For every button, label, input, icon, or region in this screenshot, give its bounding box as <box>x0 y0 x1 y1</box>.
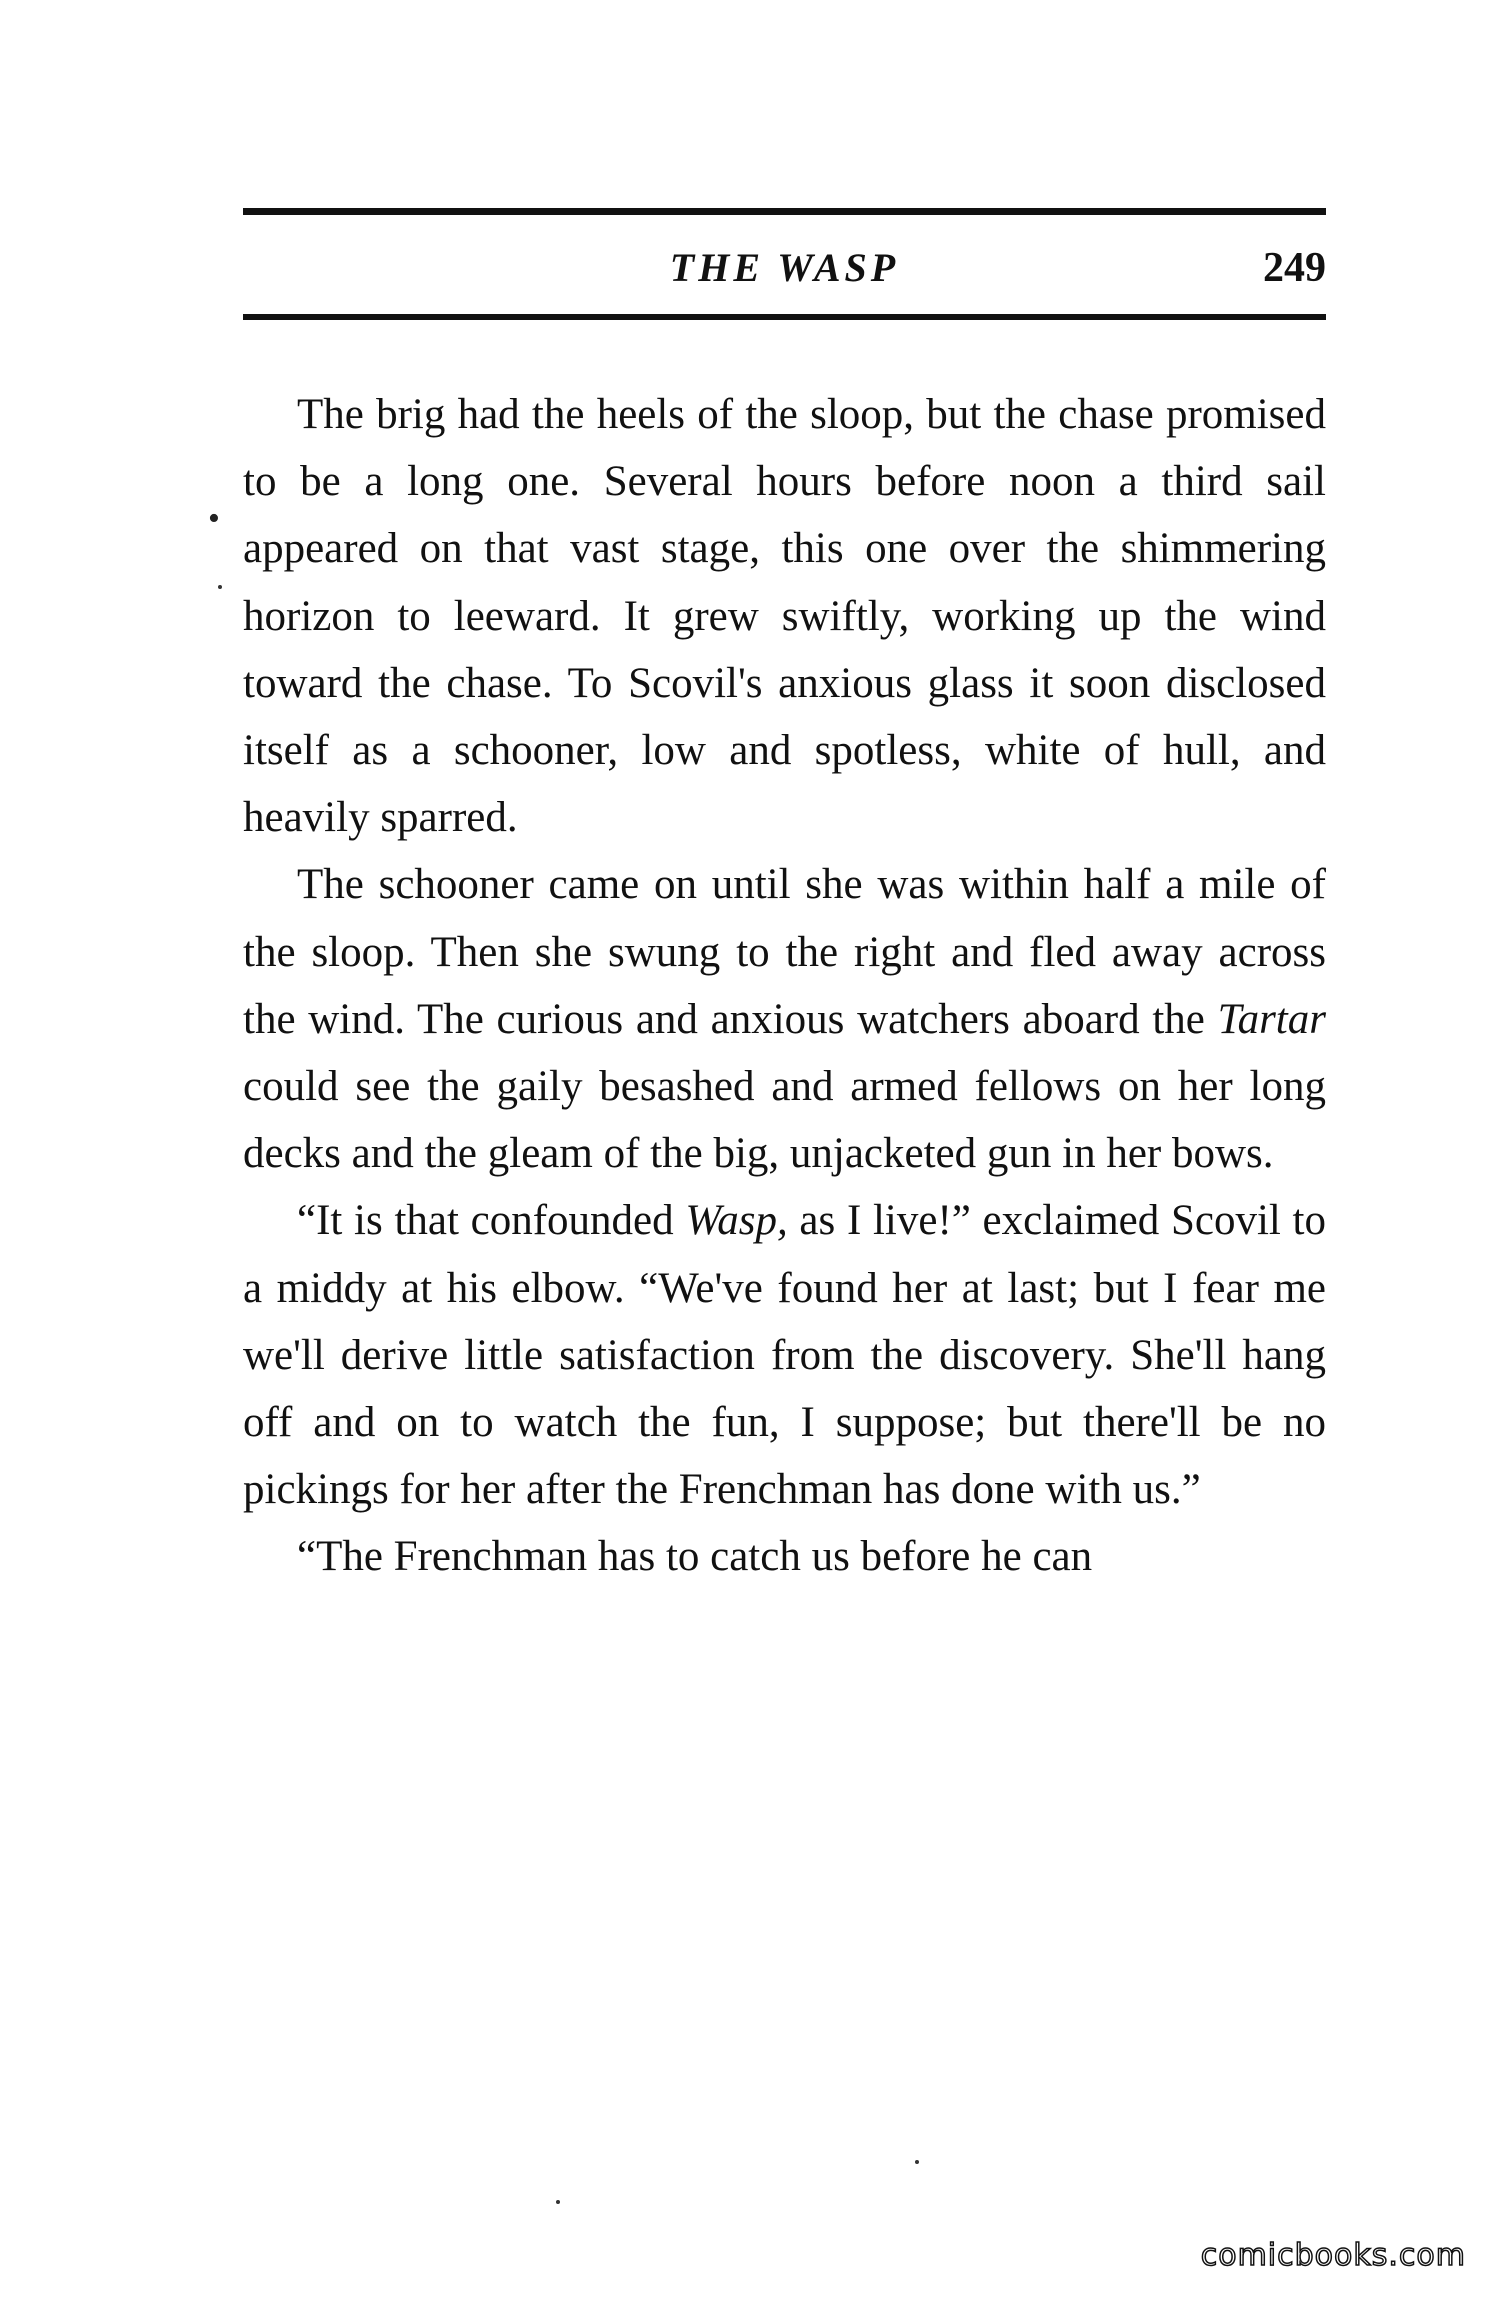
paragraph-text: The brig had the heels of the sloop, but the chase promised to be a long one. Several hours before noon a third sail appeared on that vast stage, this one over the shimmering horizon to leeward. It grew swiftly, working up the wind toward the chase. To Scovil's anxious glass it soon disclosed itself as a schooner, low and spotless, white of hull, and heavily sparred. <box>243 391 1326 842</box>
paragraph-text: as I live!” exclaimed Scovil to a middy at his elbow. “We've found her at last; but I fear me we'll derive little satisfaction from the discovery. She'll hang off and on to watch the fun, I suppose; but there'll be no pickings for her after the Frenchman has done with us.” <box>243 1197 1326 1514</box>
paragraph-text: could see the gaily besashed and armed fellows on her long decks and the gleam of the big, unjacketed gun in her bows. <box>243 1063 1326 1178</box>
running-title: THE WASP <box>669 245 900 290</box>
running-head <box>243 238 1326 298</box>
watermark: comicbooks.com <box>1200 2238 1466 2273</box>
ship-name-wasp: Wasp, <box>685 1197 788 1245</box>
paragraph <box>243 851 1326 1187</box>
paragraph-text: “It is that confounded <box>297 1197 686 1245</box>
print-speck <box>556 2200 560 2204</box>
paragraph <box>243 1187 1326 1523</box>
page-number: 249 <box>1263 245 1326 291</box>
margin-mark-icon: • <box>208 500 220 537</box>
paragraph-text: “The Frenchman has to catch us before he can <box>297 1533 1093 1581</box>
body-text <box>243 381 1326 1591</box>
header-top-rule <box>243 208 1326 215</box>
paragraph-text: The schooner came on until she was within half a mile of the sloop. Then she swung to the right and fled away across the wind. The curious and anxious watchers aboard the <box>243 861 1326 1043</box>
paragraph <box>243 1523 1326 1590</box>
paragraph <box>243 381 1326 851</box>
header-bottom-rule <box>243 314 1326 320</box>
ship-name-tartar: Tartar <box>1217 995 1326 1043</box>
print-speck <box>915 2160 919 2164</box>
print-speck <box>218 585 222 589</box>
